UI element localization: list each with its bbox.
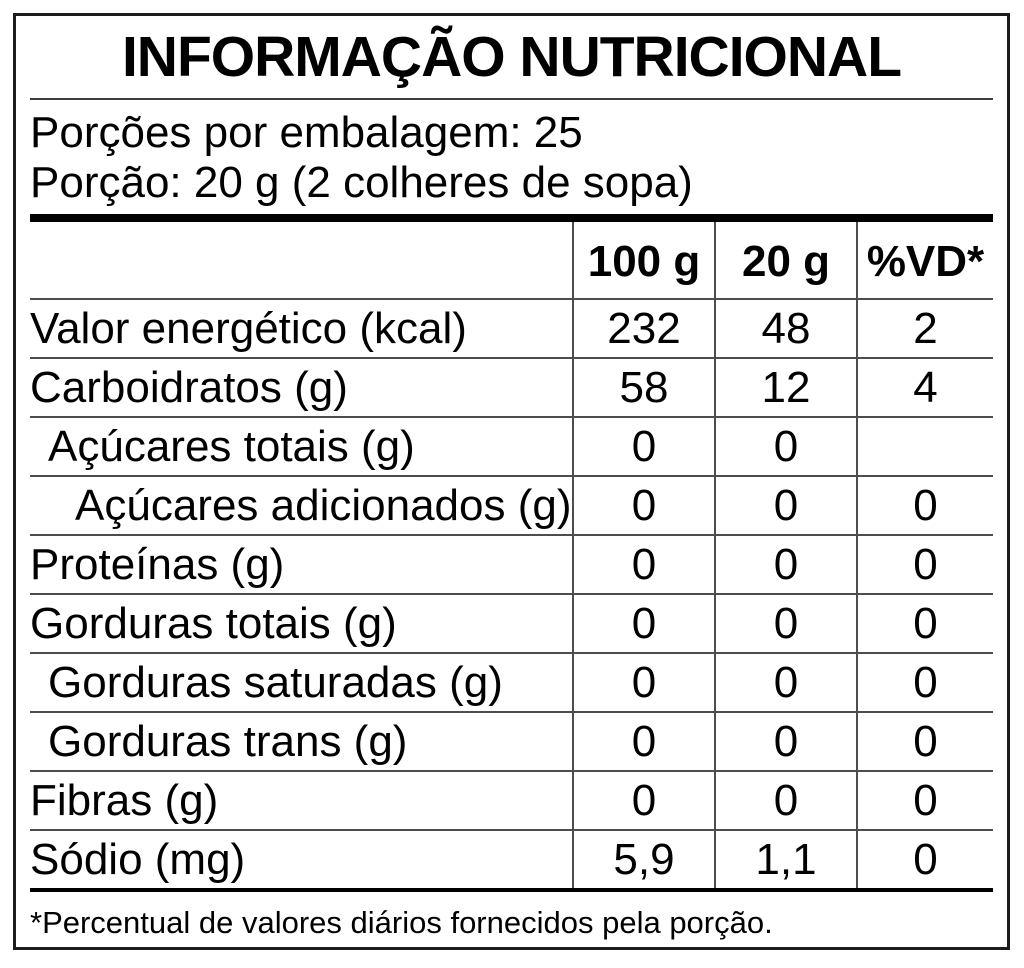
row-label: Gorduras saturadas (g) [30,653,573,712]
table-row [30,594,993,653]
row-label: Fibras (g) [30,771,573,830]
value-100g: 0 [573,417,715,476]
column-header-20g: 20 g [715,222,857,299]
servings-per-package: Porções por embalagem: 25 [30,108,583,157]
value-vd: 0 [857,712,993,771]
value-vd [857,417,993,476]
nutrient-column-header [30,222,573,299]
nutrition-table [30,222,993,892]
value-100g: 0 [573,476,715,535]
table-row [30,653,993,712]
row-label: Açúcares adicionados (g) [30,476,573,535]
value-20g: 0 [715,535,857,594]
table-row [30,417,993,476]
value-100g: 0 [573,535,715,594]
value-100g: 5,9 [573,830,715,890]
value-100g: 0 [573,712,715,771]
table-row [30,830,993,890]
value-100g: 232 [573,299,715,358]
value-vd: 0 [857,594,993,653]
value-vd: 2 [857,299,993,358]
row-label: Sódio (mg) [30,830,573,890]
row-label: Proteínas (g) [30,535,573,594]
column-header-vd: %VD* [857,222,993,299]
row-label: Valor energético (kcal) [30,299,573,358]
table-row [30,771,993,830]
value-20g: 0 [715,476,857,535]
value-20g: 0 [715,417,857,476]
value-100g: 0 [573,653,715,712]
value-vd: 4 [857,358,993,417]
value-20g: 0 [715,594,857,653]
nutrition-label [13,13,1010,950]
row-label: Gorduras totais (g) [30,594,573,653]
table-header-row [30,222,993,299]
value-20g: 48 [715,299,857,358]
column-header-100g: 100 g [573,222,715,299]
value-20g: 1,1 [715,830,857,890]
value-vd: 0 [857,476,993,535]
row-label: Açúcares totais (g) [30,417,573,476]
value-vd: 0 [857,830,993,890]
value-20g: 0 [715,653,857,712]
value-20g: 0 [715,771,857,830]
value-vd: 0 [857,653,993,712]
table-row [30,476,993,535]
value-100g: 58 [573,358,715,417]
table-row [30,299,993,358]
value-100g: 0 [573,771,715,830]
value-20g: 0 [715,712,857,771]
value-vd: 0 [857,535,993,594]
table-top-bar [30,214,993,222]
table-row [30,358,993,417]
row-label: Carboidratos (g) [30,358,573,417]
serving-info [30,100,993,214]
portion-size: Porção: 20 g (2 colheres de sopa) [30,158,693,207]
value-100g: 0 [573,594,715,653]
label-title: INFORMAÇÃO NUTRICIONAL [121,25,902,89]
value-20g: 12 [715,358,857,417]
value-vd: 0 [857,771,993,830]
table-row [30,535,993,594]
row-label: Gorduras trans (g) [30,712,573,771]
daily-value-footnote: *Percentual de valores diários fornecidos pela porção. [30,905,773,940]
table-row [30,712,993,771]
